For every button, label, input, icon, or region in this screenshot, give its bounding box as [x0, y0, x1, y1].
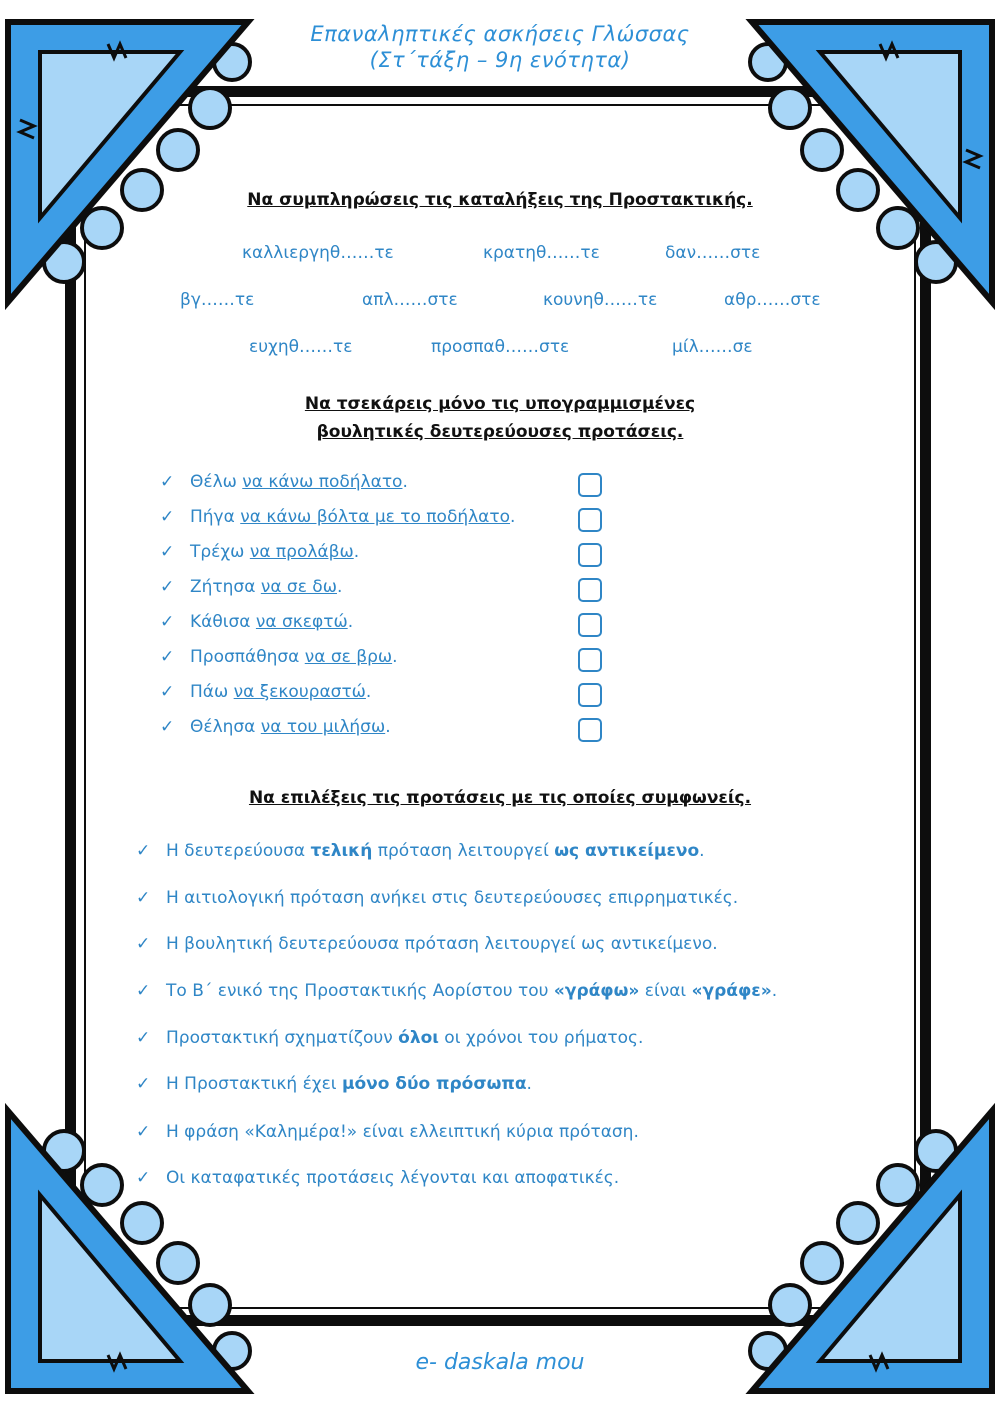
checkmark-icon: ✓: [136, 1168, 151, 1188]
underlined-clause: να ξεκουραστώ: [233, 682, 366, 702]
checkbox[interactable]: [578, 578, 602, 602]
statement-text: οι χρόνοι του ρήματος.: [438, 1028, 644, 1048]
section2-heading-line1: Να τσεκάρεις μόνο τις υπογραμμισμένες: [304, 394, 696, 414]
sentence-row: [160, 542, 359, 562]
statement-text: μόνο δύο πρόσωπα: [341, 1074, 527, 1094]
sentence-main: Πήγα: [190, 507, 241, 527]
section1-heading: Να συμπληρώσεις τις καταλήξεις της Προστακτικής.: [247, 190, 753, 210]
sentence-end: .: [336, 577, 343, 597]
checkbox[interactable]: [578, 613, 602, 637]
sentence-row: [160, 717, 391, 737]
sentence-row: [160, 577, 342, 597]
sentence-row: [160, 472, 408, 492]
checkmark-icon: ✓: [136, 841, 151, 861]
sentence-end: .: [392, 647, 398, 667]
sentence-end: .: [365, 682, 372, 702]
section2-heading-line2: βουλητικές δευτερεύουσες προτάσεις.: [316, 422, 684, 442]
sentence-end: .: [402, 472, 408, 492]
fill-word[interactable]: βγ……τε: [180, 290, 255, 310]
checkmark-icon: ✓: [160, 472, 175, 492]
sentence-row: [160, 682, 371, 702]
statement-text: ως αντικείμενο: [554, 841, 700, 861]
sentence-end: .: [347, 612, 354, 632]
statement-option[interactable]: [136, 934, 718, 954]
checkmark-icon: ✓: [136, 981, 151, 1001]
statement-text: είναι: [639, 981, 692, 1001]
statement-text: τελική: [310, 841, 373, 861]
fill-word[interactable]: προσπαθ……στε: [431, 337, 570, 357]
fill-word[interactable]: αθρ……στε: [724, 290, 821, 310]
checkmark-icon: ✓: [136, 888, 151, 908]
statement-option[interactable]: [136, 1028, 643, 1048]
statement-text: Οι καταφατικές προτάσεις λέγονται και αποφατικές.: [166, 1168, 620, 1188]
statement-text: όλοι: [398, 1028, 439, 1048]
checkmark-icon: ✓: [160, 542, 175, 562]
fill-word[interactable]: ευχηθ……τε: [249, 337, 353, 357]
checkmark-icon: ✓: [160, 717, 175, 737]
footer-brand: e- daskala mou: [415, 1350, 585, 1375]
statement-text: .: [526, 1074, 532, 1094]
statement-text: .: [699, 841, 705, 861]
checkmark-icon: ✓: [160, 507, 175, 527]
sentence-main: Προσπάθησα: [190, 647, 305, 667]
fill-word[interactable]: καλλιεργηθ……τε: [242, 243, 394, 263]
sentence-end: .: [385, 717, 391, 737]
checkmark-icon: ✓: [160, 647, 175, 667]
checkbox[interactable]: [578, 718, 602, 742]
sentence-main: Πάω: [190, 682, 234, 702]
statement-option[interactable]: [136, 1074, 532, 1094]
sentence-main: Κάθισα: [190, 612, 256, 632]
section3-heading: Να επιλέξεις τις προτάσεις με τις οποίες συμφωνείς.: [248, 788, 752, 808]
checkbox[interactable]: [578, 508, 602, 532]
statement-text: Η δευτερεύουσα: [166, 841, 311, 861]
checkbox[interactable]: [578, 473, 602, 497]
fill-word[interactable]: δαν……στε: [665, 243, 761, 263]
underlined-clause: να προλάβω: [249, 542, 354, 562]
statement-text: Προστακτική σχηματίζουν: [166, 1028, 399, 1048]
checkbox[interactable]: [578, 648, 602, 672]
statement-option[interactable]: [136, 888, 738, 908]
statement-option[interactable]: [136, 841, 705, 861]
checkbox[interactable]: [578, 683, 602, 707]
underlined-clause: να σκεφτώ: [255, 612, 348, 632]
sentence-row: [160, 507, 515, 527]
underlined-clause: να σε βρω: [304, 647, 393, 667]
underlined-clause: να κάνω ποδήλατο: [242, 472, 403, 492]
statement-text: .: [771, 981, 778, 1001]
underlined-clause: να κάνω βόλτα με το ποδήλατο: [240, 507, 511, 527]
sentence-main: Τρέχω: [190, 542, 250, 562]
statement-text: Το Β΄ ενικό της Προστακτικής Αορίστου του: [166, 981, 554, 1001]
checkbox[interactable]: [578, 543, 602, 567]
checkmark-icon: ✓: [136, 1122, 151, 1142]
sentence-main: Ζήτησα: [190, 577, 261, 597]
checkmark-icon: ✓: [136, 1074, 151, 1094]
checkmark-icon: ✓: [136, 1028, 151, 1048]
statement-option[interactable]: [136, 1122, 639, 1142]
underlined-clause: να σε δω: [260, 577, 337, 597]
fill-word[interactable]: απλ……στε: [362, 290, 458, 310]
checkmark-icon: ✓: [160, 577, 175, 597]
sentence-end: .: [510, 507, 516, 527]
fill-word[interactable]: κουνηθ……τε: [543, 290, 658, 310]
statement-text: «γράφε»: [691, 981, 772, 1001]
statement-option[interactable]: [136, 981, 777, 1001]
checkmark-icon: ✓: [160, 612, 175, 632]
statement-text: Η Προστακτική έχει: [166, 1074, 342, 1094]
statement-text: πρόταση λειτουργεί: [372, 841, 555, 861]
statement-text: Η βουλητική δευτερεύουσα πρόταση λειτουργεί ως αντικείμενο.: [166, 934, 718, 954]
statement-text: Η αιτιολογική πρόταση ανήκει στις δευτερεύουσες επιρρηματικές.: [166, 888, 739, 908]
page-subtitle: (Στ΄τάξη – 9η ενότητα): [369, 48, 631, 72]
checkmark-icon: ✓: [136, 934, 151, 954]
sentence-end: .: [353, 542, 360, 562]
checkmark-icon: ✓: [160, 682, 175, 702]
sentence-row: [160, 612, 353, 632]
fill-word[interactable]: κρατηθ……τε: [483, 243, 600, 263]
statement-option[interactable]: [136, 1168, 619, 1188]
sentence-row: [160, 647, 398, 667]
sentence-main: Θέλω: [190, 472, 243, 492]
page-title: Επαναληπτικές ασκήσεις Γλώσσας: [310, 22, 690, 46]
statement-text: «γράφω»: [553, 981, 640, 1001]
fill-word[interactable]: μίλ……σε: [672, 337, 753, 357]
sentence-main: Θέλησα: [190, 717, 261, 737]
statement-text: Η φράση «Καλημέρα!» είναι ελλειπτική κύρια πρόταση.: [166, 1122, 639, 1142]
underlined-clause: να του μιλήσω: [260, 717, 386, 737]
